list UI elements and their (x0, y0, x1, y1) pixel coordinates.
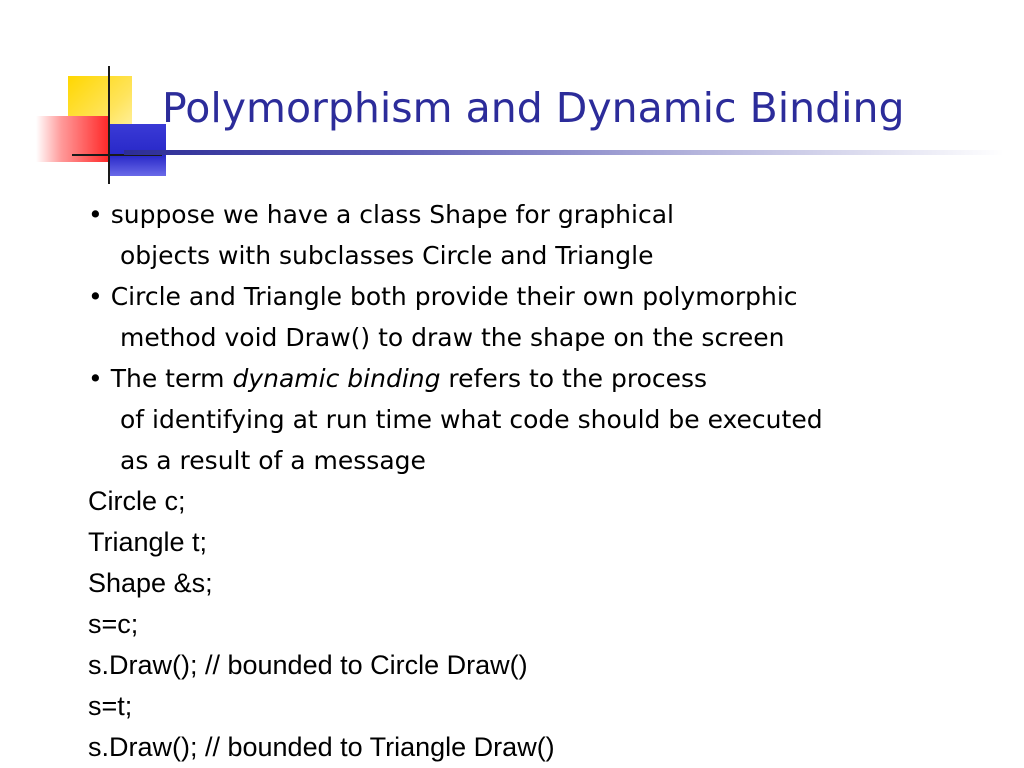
bullet-text: The term (110, 364, 233, 393)
code-line: s=c; (88, 609, 139, 639)
bullet-text: suppose we have a class Shape for graphical (110, 200, 674, 229)
code-line: Shape &s; (88, 568, 213, 598)
bullet-marker: • (88, 200, 103, 229)
bullet-marker: • (88, 282, 103, 311)
bullet-continuation: of identifying at run time what code should be executed (120, 405, 823, 434)
code-line: Circle c; (88, 486, 186, 516)
emphasized-term: dynamic binding (232, 364, 441, 393)
slide-title: Polymorphism and Dynamic Binding (162, 84, 905, 132)
slide-body (88, 194, 1008, 768)
bullet-continuation: method void Draw() to draw the shape on the screen (120, 323, 785, 352)
bullet-text: refers to the process (440, 364, 708, 393)
bullet-marker: • (88, 364, 103, 393)
bullet-item (88, 358, 1008, 481)
code-block (88, 481, 1008, 768)
title-underline (124, 150, 1004, 155)
bullet-text: Circle and Triangle both provide their own polymorphic (110, 282, 798, 311)
bullet-item (88, 194, 1008, 276)
code-line: s=t; (88, 691, 133, 721)
logo-vertical-line (108, 66, 110, 184)
bullet-line (88, 194, 1008, 235)
bullet-item (88, 276, 1008, 358)
code-line: s.Draw(); // bounded to Triangle Draw() (88, 732, 555, 762)
code-line: Triangle t; (88, 527, 208, 557)
code-line: s.Draw(); // bounded to Circle Draw() (88, 650, 528, 680)
bullet-continuation: as a result of a message (120, 446, 426, 475)
bullet-line (88, 358, 1008, 399)
bullet-line (88, 276, 1008, 317)
bullet-continuation: objects with subclasses Circle and Triangle (120, 241, 654, 270)
